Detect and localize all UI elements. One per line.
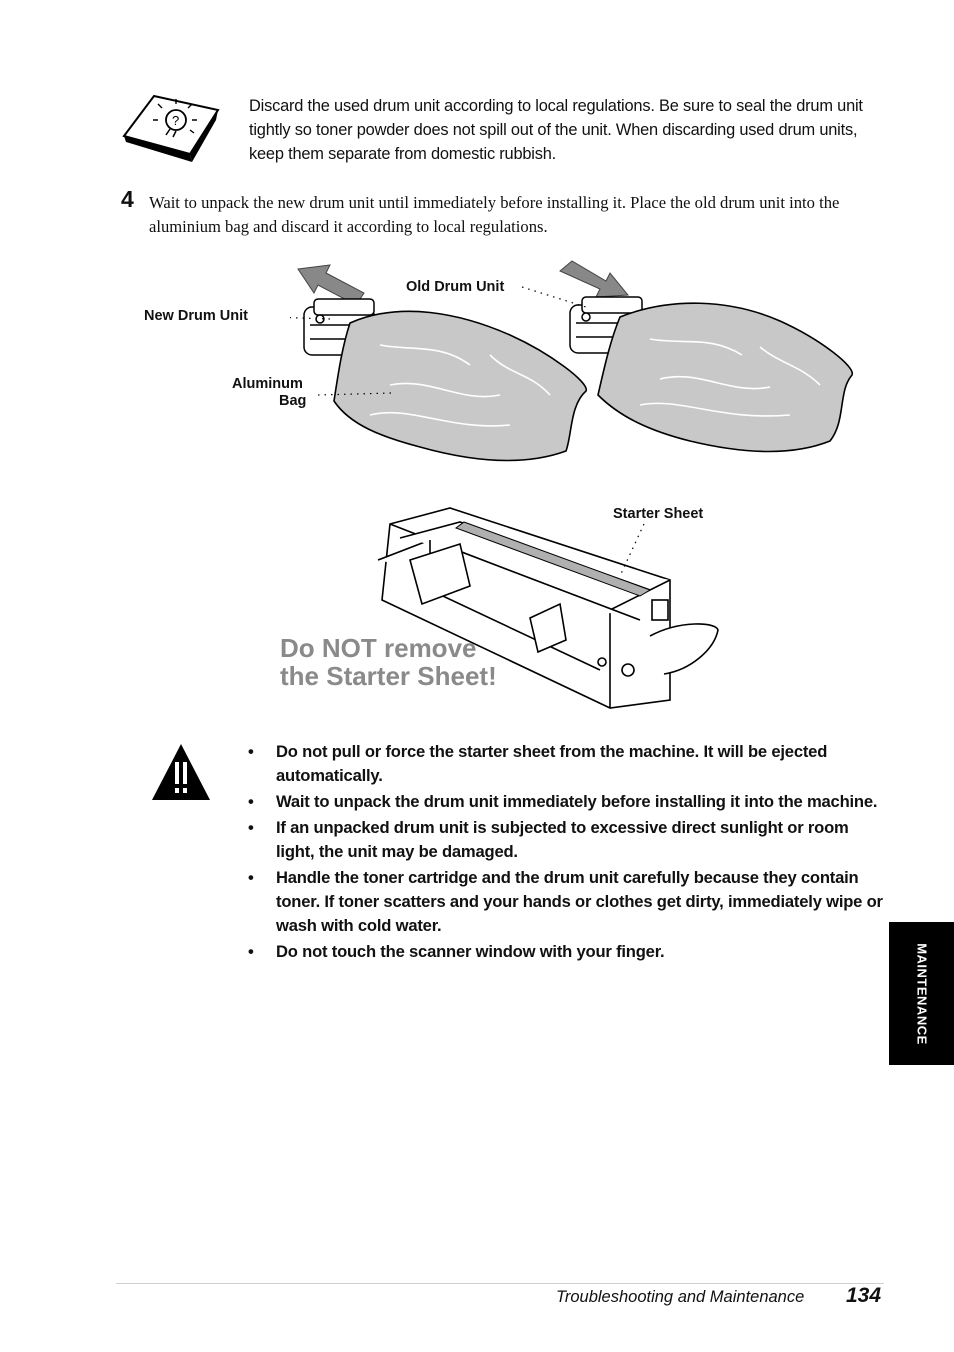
starter-sheet-warning <box>280 634 497 690</box>
old-drum-unit-label: Old Drum Unit <box>406 279 505 295</box>
section-side-tab <box>889 922 954 1065</box>
starter-sheet-label: Starter Sheet <box>613 506 704 522</box>
caution-item: • Handle the toner cartridge and the drum unit carefully because they contain toner. If toner scatters and your hands or clothes get dirty, immediately wipe or wash with cold water. <box>248 866 888 938</box>
aluminum-label: Aluminum <box>232 376 303 392</box>
caution-item: • Do not touch the scanner window with your finger. <box>248 940 888 964</box>
footer-section-title: Troubleshooting and Maintenance <box>556 1288 805 1306</box>
step-number: 4 <box>121 186 134 212</box>
caution-item: • If an unpacked drum unit is subjected to excessive direct sunlight or room light, the unit may be damaged. <box>248 816 888 864</box>
lightbulb-note-icon <box>120 92 220 164</box>
caution-item: • Do not pull or force the starter sheet from the machine. It will be ejected automatically. <box>248 740 888 788</box>
svg-text:?: ? <box>172 113 180 128</box>
starter-sheet-warning-line2: the Starter Sheet! <box>280 661 497 691</box>
caution-item: • Wait to unpack the drum unit immediately before installing it into the machine. <box>248 790 888 814</box>
step-text: Wait to unpack the new drum unit until immediately before installing it. Place the old drum unit into the aluminium bag and discard it according to local regulations. <box>149 193 840 236</box>
bag-label: Bag <box>279 393 307 409</box>
note-text: Discard the used drum unit according to local regulations. Be sure to seal the drum unit tightly so toner powder does not spill out of the unit. When discarding used drum units, keep them separate from domestic rubbish. <box>249 97 863 163</box>
warning-triangle-icon <box>150 742 212 802</box>
starter-sheet-warning-line1: Do NOT remove <box>280 633 477 663</box>
drum-bag-illustration <box>290 255 870 470</box>
side-tab-label: MAINTENANCE <box>914 942 929 1045</box>
footer-page-number: 134 <box>846 1284 882 1307</box>
new-drum-unit-label: New Drum Unit <box>144 308 248 324</box>
caution-list <box>248 740 888 966</box>
footer-divider <box>116 1283 884 1284</box>
